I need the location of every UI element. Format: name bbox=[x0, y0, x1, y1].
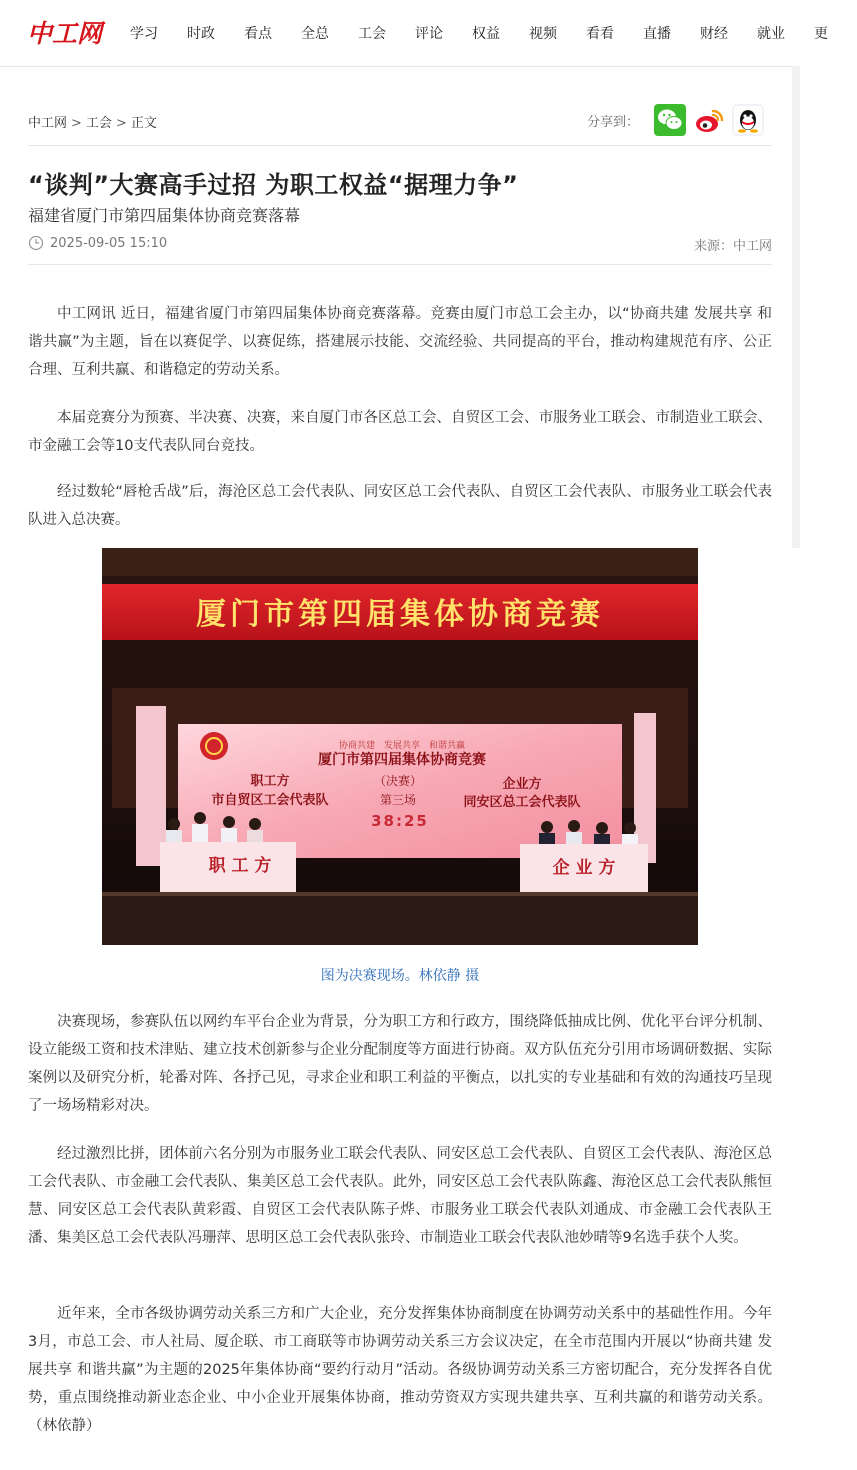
publish-time bbox=[28, 235, 167, 251]
article-paragraph: 经过数轮“唇枪舌战”后，海沧区总工会代表队、同安区总工会代表队、自贸区工会代表队、市服务业工联会代表队进入总决赛。 bbox=[28, 484, 772, 528]
nav-item-highlights[interactable]: 看点 bbox=[244, 26, 272, 42]
photo-timer: 38:25 bbox=[371, 812, 429, 830]
divider bbox=[28, 145, 772, 146]
article-paragraph: 经过激烈比拼，团体前六名分别为市服务业工联会代表队、同安区总工会代表队、自贸区工会代表队、海沧区总工会代表队、市金融工会代表队、集美区总工会代表队。此外，同安区总工会代表队陈鑫、海沧区总工会代表队熊恒慧、同安区总工会代表队黄彩霞、自贸区工会代表队陈子烨、市服务业工联会代表队刘通成、市金融工会代表队王潘、集美区总工会代表队冯珊萍、思明区总工会代表队张玲、市制造业工联会代表队池妙晴等9名选手获个人奖。 bbox=[28, 1146, 772, 1246]
breadcrumb-separator: > bbox=[115, 116, 127, 131]
photo-left-team-name: 市自贸区工会代表队 bbox=[211, 793, 329, 808]
nav-item-jobs[interactable]: 就业 bbox=[757, 26, 785, 42]
nav-item-acftu[interactable]: 全总 bbox=[301, 26, 329, 42]
breadcrumb-home[interactable]: 中工网 bbox=[28, 116, 68, 131]
publish-time-text: 2025-09-05 15:10 bbox=[50, 235, 168, 251]
article-photo bbox=[102, 548, 698, 945]
clock-icon bbox=[28, 235, 44, 251]
breadcrumb-section[interactable]: 工会 bbox=[85, 116, 112, 131]
main-nav bbox=[130, 0, 857, 66]
photo-round-stage: （决赛） bbox=[373, 774, 423, 788]
photo-screen-title: 厦门市第四届集体协商竞赛 bbox=[318, 752, 486, 768]
nav-item-commentary[interactable]: 评论 bbox=[415, 26, 443, 42]
nav-item-rights[interactable]: 权益 bbox=[472, 26, 500, 42]
weibo-icon bbox=[693, 105, 725, 135]
photo-round-number: 第三场 bbox=[379, 793, 417, 807]
side-scroll-indicator[interactable] bbox=[792, 66, 800, 548]
photo-left-team-role: 职工方 bbox=[250, 774, 290, 789]
photo-left-desk-label: 职 工 方 bbox=[208, 856, 272, 876]
photo-caption: 图为决赛现场。林依静 摄 bbox=[320, 968, 480, 984]
wechat-icon bbox=[656, 107, 684, 133]
share-qq-button[interactable] bbox=[732, 104, 764, 136]
nav-item-study[interactable]: 学习 bbox=[130, 26, 158, 42]
share-wechat-button[interactable] bbox=[654, 104, 686, 136]
svg-text:中工网: 中工网 bbox=[27, 19, 103, 48]
article-paragraph: 中工网讯 近日，福建省厦门市第四届集体协商竞赛落幕。竞赛由厦门市总工会主办，以“协商共建 发展共享 和谐共赢”为主题，旨在以赛促学、以赛促练，搭建展示技能、交流经验、共同提高的平台，推动构建规范有序、公正合理、互利共赢、和谐稳定的劳动关系。 bbox=[28, 306, 772, 378]
breadcrumb-current: 正文 bbox=[130, 116, 157, 131]
share-bar bbox=[587, 104, 764, 136]
nav-item-video[interactable]: 视频 bbox=[529, 26, 557, 42]
share-weibo-button[interactable] bbox=[693, 104, 725, 136]
nav-item-union[interactable]: 工会 bbox=[358, 26, 386, 42]
top-header bbox=[0, 0, 828, 67]
article-title: “谈判”大赛高手过招 为职工权益“据理力争” bbox=[28, 171, 519, 199]
nav-item-more[interactable]: 更 bbox=[814, 26, 828, 42]
breadcrumb bbox=[28, 112, 157, 131]
photo-banner-text: 厦门市第四届集体协商竞赛 bbox=[196, 597, 604, 632]
article-paragraph: 本届竞赛分为预赛、半决赛、决赛，来自厦门市各区总工会、自贸区工会、市服务业工联会、市制造业工联会、市金融工会等10支代表队同台竞技。 bbox=[28, 410, 772, 454]
site-logo[interactable] bbox=[27, 14, 103, 50]
photo-screen-slogan: 协商共建 发展共享 和谐共赢 bbox=[338, 741, 466, 751]
nav-item-finance[interactable]: 财经 bbox=[700, 26, 728, 42]
article-paragraph: 决赛现场，参赛队伍以网约车平台企业为背景，分为职工方和行政方，围绕降低抽成比例、优化平台评分机制、设立能级工资和技术津贴、建立技术创新参与企业分配制度等方面进行协商。双方队伍充分引用市场调研数据、实际案例以及研究分析，轮番对阵、各抒己见，寻求企业和职工利益的平衡点，以扎实的专业基础和有效的沟通技巧呈现了一场场精彩对决。 bbox=[28, 1014, 772, 1114]
article-source: 来源：中工网 bbox=[693, 239, 772, 254]
nav-item-politics[interactable]: 时政 bbox=[187, 26, 215, 42]
site-logo-mark bbox=[27, 14, 103, 50]
photo-right-team-name: 同安区总工会代表队 bbox=[463, 795, 581, 810]
photo-right-desk-label: 企 业 方 bbox=[552, 858, 616, 878]
qq-icon bbox=[733, 105, 763, 135]
competition-stage-photo bbox=[102, 548, 698, 945]
nav-item-live[interactable]: 直播 bbox=[643, 26, 671, 42]
share-label: 分享到： bbox=[586, 114, 639, 130]
nav-item-watch[interactable]: 看看 bbox=[586, 26, 614, 42]
article-subtitle: 福建省厦门市第四届集体协商竞赛落幕 bbox=[28, 206, 301, 225]
article-paragraph: 近年来，全市各级协调劳动关系三方和广大企业，充分发挥集体协商制度在协调劳动关系中的基础性作用。今年3月，市总工会、市人社局、厦企联、市工商联等市协调劳动关系三方会议决定，在全市范围内开展以“协商共建 发展共享 和谐共赢”为主题的2025年集体协商“要约行动月”活动。各级协调劳动关系三方密切配合，充分发挥各自优势，重点围绕推动新业态企业、中小企业开展集体协商，推动劳资双方实现共建共享、互利共赢的和谐劳动关系。（林依静） bbox=[28, 1306, 772, 1434]
photo-right-team-role: 企业方 bbox=[502, 777, 542, 792]
divider bbox=[28, 264, 772, 265]
breadcrumb-separator: > bbox=[71, 116, 82, 131]
